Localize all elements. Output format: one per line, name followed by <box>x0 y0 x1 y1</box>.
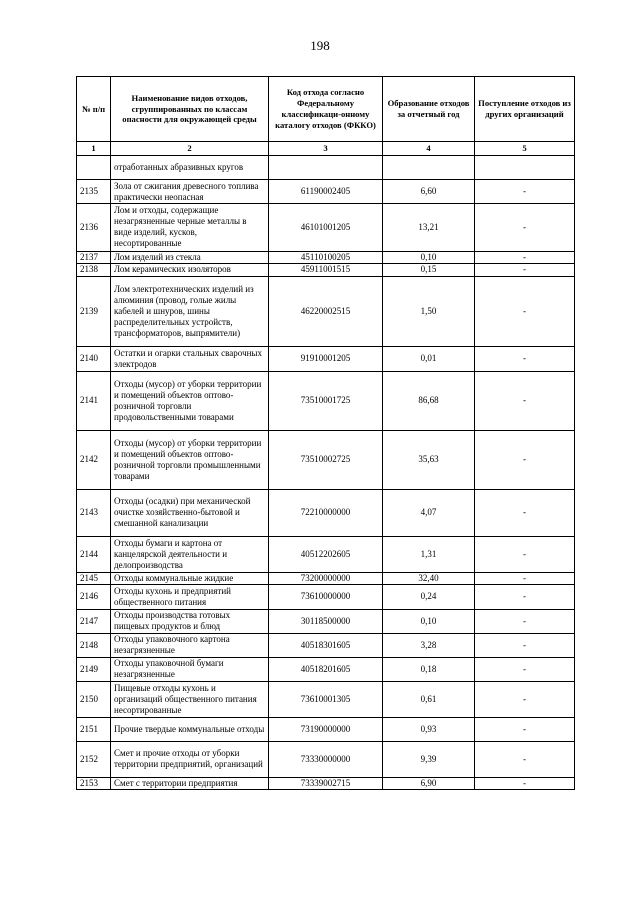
table-row <box>77 204 575 251</box>
received-amount: - <box>475 657 575 681</box>
generated-amount: 86,68 <box>383 371 475 430</box>
fkko-code: 45911001515 <box>269 264 383 277</box>
fkko-code: 73610000000 <box>269 585 383 609</box>
waste-name: Лом и отходы, содержащие незагрязненные черные металлы в виде изделий, кусков, несортированные <box>111 204 269 251</box>
generated-amount: 13,21 <box>383 204 475 251</box>
row-number: 2136 <box>77 204 111 251</box>
table-row <box>77 489 575 536</box>
header-num: № п/п <box>77 77 111 142</box>
waste-name: Лом керамических изоляторов <box>111 264 269 277</box>
table-body <box>77 155 575 790</box>
row-number: 2137 <box>77 251 111 264</box>
table-row <box>77 572 575 585</box>
received-amount: - <box>475 777 575 790</box>
generated-amount: 6,90 <box>383 777 475 790</box>
table-row <box>77 430 575 489</box>
generated-amount: 0,18 <box>383 657 475 681</box>
row-number: 2143 <box>77 489 111 536</box>
fkko-code: 73610001305 <box>269 682 383 718</box>
table-row <box>77 657 575 681</box>
fkko-code: 73200000000 <box>269 572 383 585</box>
fkko-code: 72210000000 <box>269 489 383 536</box>
column-number: 2 <box>111 142 269 156</box>
waste-name: Лом изделий из стекла <box>111 251 269 264</box>
table-row <box>77 609 575 633</box>
fkko-code <box>269 155 383 179</box>
row-number: 2148 <box>77 633 111 657</box>
row-number: 2152 <box>77 742 111 778</box>
row-number: 2145 <box>77 572 111 585</box>
waste-name: Отходы (осадки) при механической очистке хозяйственно-бытовой и смешанной канализации <box>111 489 269 536</box>
row-number: 2142 <box>77 430 111 489</box>
column-number-row <box>77 142 575 156</box>
received-amount: - <box>475 742 575 778</box>
table-row <box>77 777 575 790</box>
received-amount: - <box>475 251 575 264</box>
row-number: 2144 <box>77 536 111 572</box>
column-number: 1 <box>77 142 111 156</box>
received-amount: - <box>475 536 575 572</box>
column-number: 3 <box>269 142 383 156</box>
received-amount: - <box>475 717 575 741</box>
received-amount: - <box>475 572 575 585</box>
waste-name: Отходы упаковочной бумаги незагрязненные <box>111 657 269 681</box>
row-number: 2147 <box>77 609 111 633</box>
fkko-code: 45110100205 <box>269 251 383 264</box>
header-row <box>77 77 575 142</box>
row-number: 2151 <box>77 717 111 741</box>
received-amount: - <box>475 347 575 371</box>
received-amount: - <box>475 371 575 430</box>
fkko-code: 40518301605 <box>269 633 383 657</box>
header-name: Наименование видов отходов, сгруппированных по классам опасности для окружающей среды <box>111 77 269 142</box>
row-number: 2138 <box>77 264 111 277</box>
waste-name: Отходы (мусор) от уборки территории и помещений объектов оптово-розничной торговли промышленными товарами <box>111 430 269 489</box>
table-row <box>77 682 575 718</box>
fkko-code: 40518201605 <box>269 657 383 681</box>
waste-name: Отходы (мусор) от уборки территории и помещений объектов оптово-розничной торговли продовольственными товарами <box>111 371 269 430</box>
generated-amount: 32,40 <box>383 572 475 585</box>
fkko-code: 73510001725 <box>269 371 383 430</box>
waste-name: Отходы кухонь и предприятий общественного питания <box>111 585 269 609</box>
table-row <box>77 155 575 179</box>
header-received: Поступление отходов из других организаций <box>475 77 575 142</box>
waste-name: Отходы упаковочного картона незагрязненные <box>111 633 269 657</box>
table-row <box>77 717 575 741</box>
waste-name: Смет с территории предприятия <box>111 777 269 790</box>
row-number: 2140 <box>77 347 111 371</box>
generated-amount: 0,01 <box>383 347 475 371</box>
generated-amount: 0,10 <box>383 251 475 264</box>
waste-name: Прочие твердые коммунальные отходы <box>111 717 269 741</box>
fkko-code: 73339002715 <box>269 777 383 790</box>
row-number: 2135 <box>77 179 111 203</box>
received-amount: - <box>475 276 575 347</box>
generated-amount: 0,10 <box>383 609 475 633</box>
row-number: 2153 <box>77 777 111 790</box>
row-number: 2149 <box>77 657 111 681</box>
table-row <box>77 264 575 277</box>
waste-name: отработанных абразивных кругов <box>111 155 269 179</box>
fkko-code: 73510002725 <box>269 430 383 489</box>
column-number: 5 <box>475 142 575 156</box>
generated-amount: 1,31 <box>383 536 475 572</box>
received-amount: - <box>475 585 575 609</box>
generated-amount <box>383 155 475 179</box>
fkko-code: 30118500000 <box>269 609 383 633</box>
table-row <box>77 633 575 657</box>
generated-amount: 3,28 <box>383 633 475 657</box>
fkko-code: 46220002515 <box>269 276 383 347</box>
row-number: 2150 <box>77 682 111 718</box>
fkko-code: 61190002405 <box>269 179 383 203</box>
generated-amount: 0,15 <box>383 264 475 277</box>
page-number: 198 <box>310 38 330 53</box>
fkko-code: 91910001205 <box>269 347 383 371</box>
row-number: 2146 <box>77 585 111 609</box>
generated-amount: 1,50 <box>383 276 475 347</box>
generated-amount: 4,07 <box>383 489 475 536</box>
waste-name: Лом электротехнических изделий из алюминия (провод, голые жилы кабелей и шнуров, шины распределительных устройств, трансформаторов, выпрямители) <box>111 276 269 347</box>
waste-name: Отходы производства готовых пищевых продуктов и блюд <box>111 609 269 633</box>
received-amount: - <box>475 179 575 203</box>
fkko-code: 46101001205 <box>269 204 383 251</box>
received-amount: - <box>475 489 575 536</box>
received-amount: - <box>475 609 575 633</box>
fkko-code: 40512202605 <box>269 536 383 572</box>
received-amount: - <box>475 633 575 657</box>
generated-amount: 6,60 <box>383 179 475 203</box>
waste-table <box>76 76 575 790</box>
table-row <box>77 276 575 347</box>
received-amount: - <box>475 430 575 489</box>
waste-name: Остатки и огарки стальных сварочных электродов <box>111 347 269 371</box>
received-amount: - <box>475 204 575 251</box>
generated-amount: 35,63 <box>383 430 475 489</box>
column-number: 4 <box>383 142 475 156</box>
header-code: Код отхода согласно Федеральному классификаци-онному каталогу отходов (ФККО) <box>269 77 383 142</box>
row-number <box>77 155 111 179</box>
table-row <box>77 347 575 371</box>
generated-amount: 9,39 <box>383 742 475 778</box>
fkko-code: 73190000000 <box>269 717 383 741</box>
waste-name: Пищевые отходы кухонь и организаций общественного питания несортированные <box>111 682 269 718</box>
table-row <box>77 585 575 609</box>
waste-name: Зола от сжигания древесного топлива практически неопасная <box>111 179 269 203</box>
header-amount: Образование отходов за отчетный год <box>383 77 475 142</box>
row-number: 2141 <box>77 371 111 430</box>
waste-name: Отходы бумаги и картона от канцелярской деятельности и делопроизводства <box>111 536 269 572</box>
received-amount: - <box>475 682 575 718</box>
table-row <box>77 251 575 264</box>
generated-amount: 0,93 <box>383 717 475 741</box>
table-row <box>77 742 575 778</box>
generated-amount: 0,61 <box>383 682 475 718</box>
received-amount <box>475 155 575 179</box>
received-amount: - <box>475 264 575 277</box>
row-number: 2139 <box>77 276 111 347</box>
table-row <box>77 371 575 430</box>
fkko-code: 73330000000 <box>269 742 383 778</box>
table-row <box>77 179 575 203</box>
generated-amount: 0,24 <box>383 585 475 609</box>
waste-name: Отходы коммунальные жидкие <box>111 572 269 585</box>
waste-name: Смет и прочие отходы от уборки территории предприятий, организаций <box>111 742 269 778</box>
table-row <box>77 536 575 572</box>
